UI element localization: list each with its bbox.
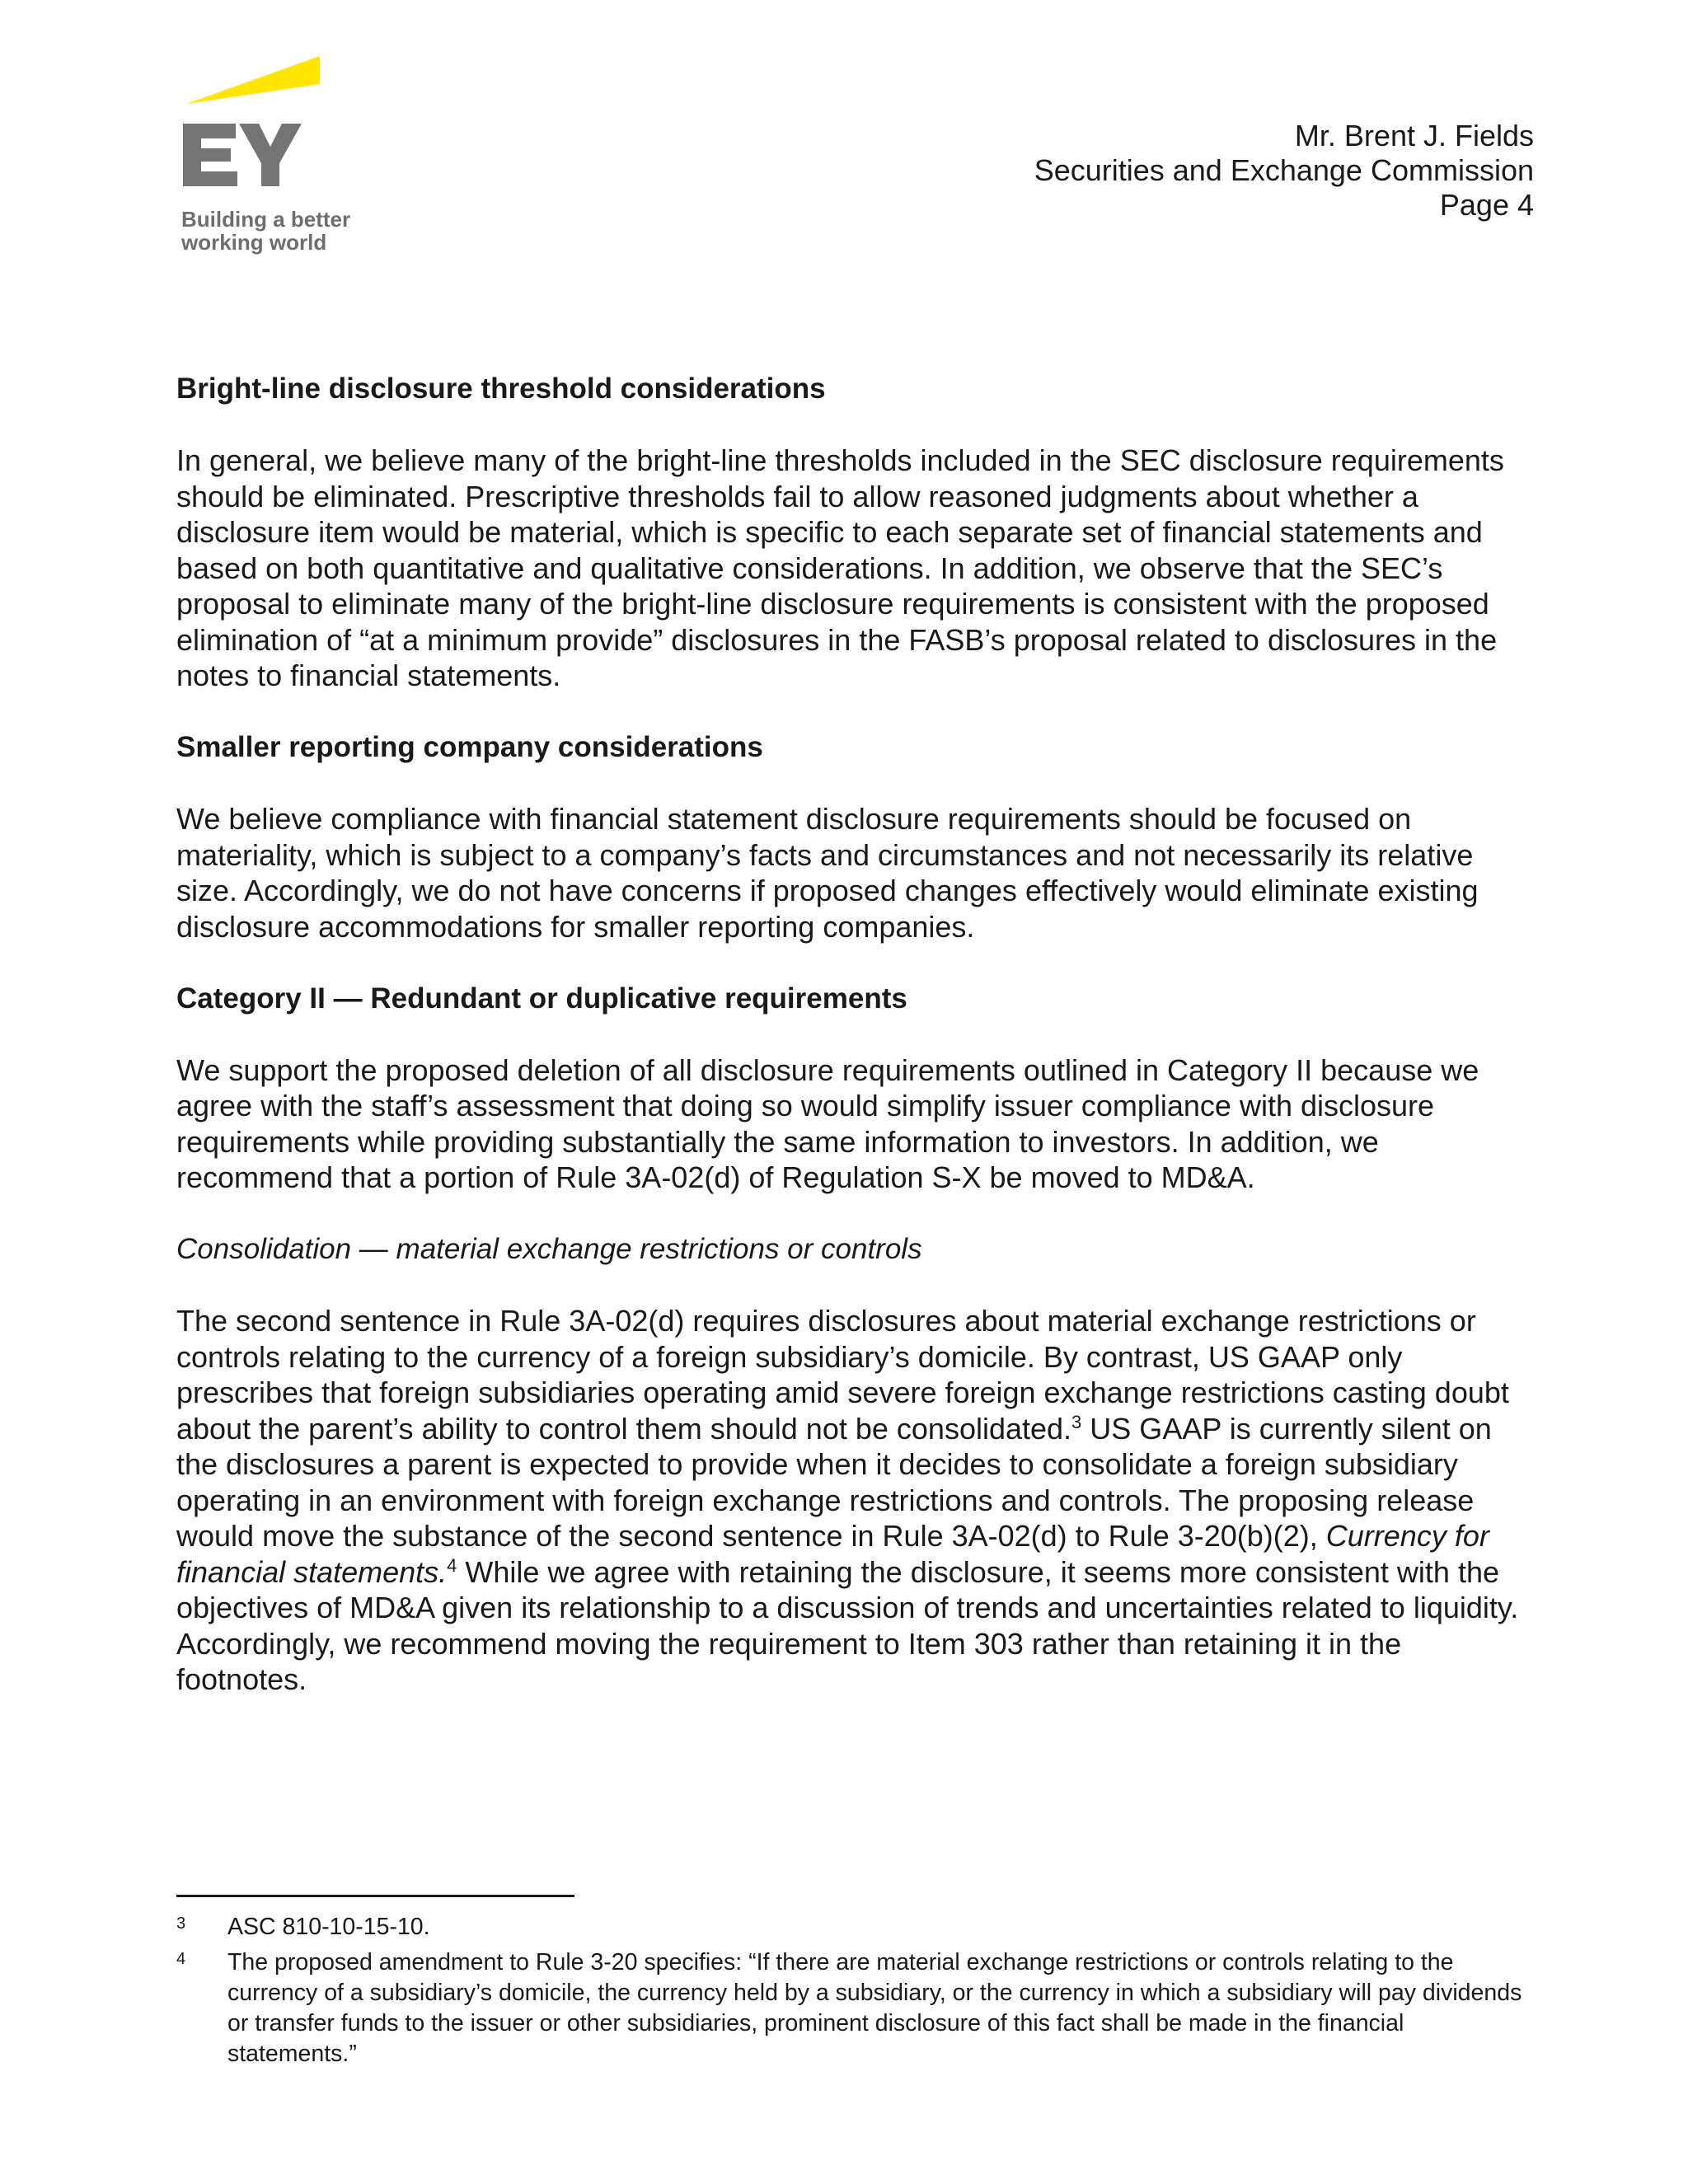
recipient-name: Mr. Brent J. Fields — [1294, 119, 1534, 152]
ey-tagline-line2: working world — [181, 230, 327, 255]
footnotes — [176, 1912, 1528, 2074]
letter-header — [1034, 119, 1534, 223]
ey-logo — [175, 51, 364, 257]
ey-letter-y — [239, 124, 302, 186]
ey-letter-e — [183, 124, 237, 186]
ey-yellow-beam — [186, 56, 320, 104]
paragraph-category-ii: We support the proposed deletion of all disclosure requirements outlined in Category II because we agree with the staff’s assessment that doing so would simplify issuer compliance with disclosure requirements while providing substantially the same information to investors. In addition, we recommend that a portion of Rule 3A-02(d) of Regulation S-X be moved to MD&A. — [176, 1052, 1479, 1194]
section-heading-category-ii: Category II — Redundant or duplicative requirements — [176, 982, 907, 1015]
footnote-ref-4[interactable]: 4 — [447, 1554, 457, 1576]
consolidation-text-part3: While we agree with retaining the disclosure, it seems more consistent with the objectives of MD&A given its relationship to a discussion of trends and uncertainties related to liquidity. Accordingly, we recommend moving the requirement to Item 303 rather than retaining it in the footnotes. — [176, 1554, 1519, 1696]
section-heading-smaller-reporting: Smaller reporting company considerations — [176, 731, 763, 763]
letter-body — [176, 371, 1536, 1733]
footnote-item — [176, 1912, 1528, 1943]
recipient-organization: Securities and Exchange Commission — [1034, 153, 1534, 187]
footnote-text: The proposed amendment to Rule 3-20 specifies: “If there are material exchange restrictions or controls relating to the currency of a subsidiary’s domicile, the currency held by a subsidiary, or the currency in which a subsidiary will pay dividends or transfer funds to the issuer or other subsidiaries, prominent disclosure of this fact shall be made in the financial statements.” — [227, 1949, 1522, 2067]
consolidation-italic-title: Currency for financial statements. — [176, 1519, 1489, 1589]
subsection-heading-consolidation: Consolidation — material exchange restrictions or controls — [176, 1233, 922, 1265]
footnote-number: 4 — [176, 1950, 186, 1968]
footnote-divider — [176, 1895, 574, 1897]
consolidation-text-part1: The second sentence in Rule 3A-02(d) requires disclosures about material exchange restrictions or controls relating to the currency of a foreign subsidiary’s domicile. By contrast, US GAAP only prescribes that foreign subsidiaries operating amid severe foreign exchange restrictions casting doubt about the parent’s ability to control them should not be consolidated. — [176, 1304, 1509, 1446]
paragraph-consolidation — [176, 1303, 1536, 1698]
consolidation-text-part2: US GAAP is currently silent on the disclosures a parent is expected to provide when it decides to consolidate a foreign subsidiary operating in an environment with foreign exchange restrictions and controls. The proposing release would move the substance of the second sentence in Rule 3A-02(d) to Rule 3-20(b)(2), — [176, 1411, 1492, 1553]
section-heading-bright-line: Bright-line disclosure threshold considerations — [176, 373, 826, 405]
footnote-number: 3 — [176, 1915, 186, 1933]
page-number: Page 4 — [1439, 188, 1534, 222]
footnote-item — [176, 1947, 1528, 2069]
ey-logo-mark — [175, 51, 364, 199]
ey-tagline-line1: Building a better — [181, 207, 351, 232]
footnote-ref-3[interactable]: 3 — [1071, 1411, 1082, 1432]
paragraph-bright-line: In general, we believe many of the bright-line thresholds included in the SEC disclosure requirements should be eliminated. Prescriptive thresholds fail to allow reasoned judgments about whether a disclosure item would be material, which is specific to each separate set of financial statements and based on both quantitative and qualitative considerations. In addition, we observe that the SEC’s proposal to eliminate many of the bright-line disclosure requirements is consistent with the proposed elimination of “at a minimum provide” disclosures in the FASB’s proposal related to disclosures in the notes to financial statements. — [176, 443, 1504, 692]
paragraph-smaller-reporting: We believe compliance with financial statement disclosure requirements should be focused on materiality, which is subject to a company’s facts and circumstances and not necessarily its relative size. Accordingly, we do not have concerns if proposed changes effectively would eliminate existing disclosure accommodations for smaller reporting companies. — [176, 802, 1479, 944]
footnote-text: ASC 810-10-15-10. — [227, 1914, 430, 1940]
ey-tagline — [181, 208, 350, 254]
